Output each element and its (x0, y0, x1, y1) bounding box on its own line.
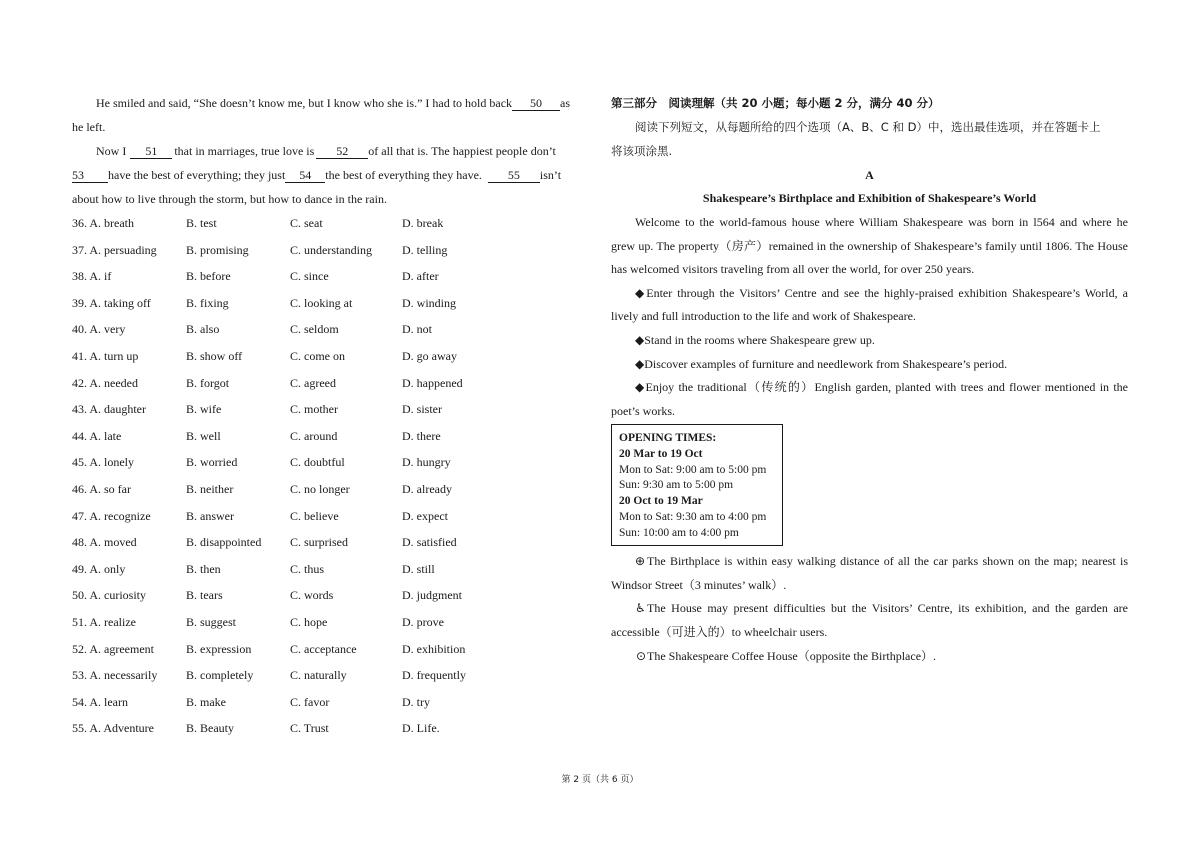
option-c: C. words (290, 588, 334, 603)
instructions-line-1: 阅读下列短文，从每题所给的四个选项（A、B、C 和 D）中，选出最佳选项，并在答题卡上 (635, 120, 1101, 134)
bullet-2: ◆Stand in the rooms where Shakespeare grew up. (635, 333, 875, 347)
option-c: C. thus (290, 561, 325, 576)
option-a: 43. A. daughter (72, 402, 146, 417)
option-d: D. break (402, 216, 444, 230)
option-c: C. favor (290, 694, 330, 709)
option-b: B. wife (186, 402, 222, 417)
passage-line-5: about how to live through the storm, but how to dance in the rain. (72, 192, 387, 206)
option-d: D. telling (402, 242, 448, 257)
option-c: C. come on (290, 349, 345, 363)
option-row (72, 588, 590, 602)
option-row (72, 429, 590, 443)
season-2-dates: 20 Oct to 19 Mar (619, 495, 703, 508)
option-b: B. fixing (186, 295, 229, 310)
option-row (72, 562, 590, 576)
option-a: 50. A. curiosity (72, 588, 146, 603)
intro-line-3: has welcomed visitors traveling from all over the world, for over 250 years. (611, 262, 975, 276)
option-b: B. promising (186, 242, 249, 257)
intro-line-1: Welcome to the world-famous house where William Shakespeare was born in l564 and where he (635, 215, 1128, 229)
option-row (72, 322, 590, 336)
parking-icon: ⊕ (635, 554, 646, 568)
option-c: C. mother (290, 402, 338, 417)
option-b: B. answer (186, 508, 234, 523)
passage-line-2: he left. (72, 120, 106, 134)
blank-50: 50 (512, 97, 560, 111)
option-row (72, 243, 590, 257)
opening-times-box (611, 424, 783, 546)
option-d: D. already (402, 482, 452, 496)
option-c: C. seldom (290, 322, 339, 337)
bullet-1-line-2: lively and full introduction to the life and work of Shakespeare. (611, 309, 916, 323)
option-b: B. test (186, 216, 217, 230)
season-2-sunday-hours: Sun: 10:00 am to 4:00 pm (619, 526, 739, 539)
option-c: C. naturally (290, 668, 347, 683)
blank-54: 54 (285, 169, 325, 183)
opening-times-heading: OPENING TIMES: (619, 432, 717, 444)
option-d: D. expect (402, 508, 448, 523)
passage-text: as (560, 96, 571, 110)
passage-text: have the best of everything; they just (108, 168, 286, 182)
season-2-weekday-hours: Mon to Sat: 9:30 am to 4:00 pm (619, 510, 767, 523)
season-1-dates: 20 Mar to 19 Oct (619, 447, 703, 460)
option-row (72, 642, 590, 656)
option-a: 36. A. breath (72, 216, 134, 230)
option-b: B. Beauty (186, 721, 234, 736)
option-a: 54. A. learn (72, 694, 128, 709)
note-text: The House may present difficulties but the Visitors’ Centre, its exhibition, and the garden are (647, 601, 1128, 615)
wheelchair-icon: ♿ (635, 601, 646, 615)
option-a: 52. A. agreement (72, 641, 154, 656)
option-a: 44. A. late (72, 428, 122, 443)
option-c: C. acceptance (290, 641, 357, 656)
option-b: B. well (186, 428, 221, 443)
season-1-sunday-hours: Sun: 9:30 am to 5:00 pm (619, 479, 734, 492)
passage-title: Shakespeare’s Birthplace and Exhibition of Shakespeare’s World (702, 191, 1037, 205)
option-d: D. after (402, 269, 439, 284)
bullet-4-line-2: poet’s works. (611, 404, 675, 418)
option-a: 37. A. persuading (72, 242, 157, 257)
option-row (72, 216, 590, 230)
note-1-line-2: Windsor Street（3 minutes’ walk）. (611, 578, 787, 592)
passage-text: the best of everything they have. (325, 168, 482, 182)
passage-text: isn’t (539, 168, 562, 182)
option-b: B. then (186, 561, 221, 576)
option-c: C. seat (290, 216, 323, 230)
note-2-line-2: accessible（可进入的）to wheelchair users. (611, 625, 828, 639)
note-3 (635, 649, 936, 663)
option-c: C. hope (290, 615, 328, 629)
option-a: 42. A. needed (72, 375, 138, 390)
option-a: 48. A. moved (72, 535, 137, 550)
option-a: 46. A. so far (72, 482, 131, 496)
option-c: C. no longer (290, 482, 350, 496)
option-d: D. try (402, 694, 430, 709)
season-1-weekday-hours: Mon to Sat: 9:00 am to 5:00 pm (619, 463, 767, 476)
option-a: 55. A. Adventure (72, 721, 154, 736)
passage-line-3 (96, 144, 556, 159)
option-b: B. forgot (186, 375, 230, 390)
option-b: B. disappointed (186, 535, 262, 550)
option-b: B. neither (186, 482, 234, 496)
option-d: D. sister (402, 402, 442, 417)
option-row (72, 402, 590, 416)
option-b: B. make (186, 694, 226, 709)
option-d: D. go away (402, 349, 457, 363)
option-c: C. believe (290, 508, 339, 523)
option-d: D. satisfied (402, 535, 457, 550)
passage-line-4 (72, 168, 561, 183)
option-c: C. Trust (290, 721, 329, 736)
option-row (72, 296, 590, 310)
option-row (72, 509, 590, 523)
option-row (72, 349, 590, 363)
option-c: C. understanding (290, 242, 372, 257)
blank-53: 53 (72, 169, 108, 183)
passage-text: that in marriages, true love is (174, 144, 315, 158)
option-a: 41. A. turn up (72, 349, 139, 363)
intro-line-2: grew up. The property（房产）remained in the ownership of Shakespeare’s family until 1806. The House (611, 239, 1128, 253)
option-b: B. suggest (186, 615, 237, 629)
option-row (72, 269, 590, 283)
option-c: C. agreed (290, 375, 336, 390)
passage-letter: A (865, 168, 874, 182)
option-a: 39. A. taking off (72, 295, 151, 310)
option-a: 45. A. lonely (72, 455, 134, 470)
option-a: 38. A. if (72, 269, 112, 284)
option-d: D. judgment (402, 588, 462, 603)
bullet-3: ◆Discover examples of furniture and needlework from Shakespeare’s period. (635, 357, 1008, 371)
option-b: B. completely (186, 668, 254, 683)
option-row (72, 376, 590, 390)
note-text: The Birthplace is within easy walking distance of all the car parks shown on the map; nearest is (647, 554, 1128, 568)
option-d: D. Life. (402, 721, 440, 736)
option-c: C. doubtful (290, 455, 345, 470)
option-a: 53. A. necessarily (72, 668, 158, 683)
coffee-icon: ⊙ (635, 649, 647, 663)
option-row (72, 721, 590, 735)
note-2-line-1 (635, 601, 1128, 615)
option-d: D. there (402, 428, 441, 443)
option-d: D. hungry (402, 455, 451, 470)
option-b: B. before (186, 269, 231, 284)
instructions-line-2: 将该项涂黑. (611, 144, 673, 158)
option-b: B. expression (186, 641, 252, 656)
blank-51: 51 (130, 145, 172, 159)
bullet-4-line-1: ◆Enjoy the traditional（传统的）English garden, planted with trees and flower mentioned in the (635, 380, 1128, 394)
passage-text: of all that is. The happiest people don’t (368, 144, 556, 158)
section-title: 第三部分 阅读理解（共 20 小题；每小题 2 分，满分 40 分） (611, 96, 940, 110)
passage-line-1 (96, 96, 570, 111)
option-c: C. since (290, 269, 329, 284)
option-b: B. worried (186, 455, 238, 470)
option-row (72, 695, 590, 709)
option-d: D. winding (402, 295, 456, 310)
option-d: D. frequently (402, 668, 466, 683)
blank-55: 55 (488, 169, 540, 183)
option-a: 51. A. realize (72, 615, 136, 629)
option-row (72, 482, 590, 496)
option-row (72, 455, 590, 469)
note-text: The Shakespeare Coffee House（opposite the Birthplace）. (647, 649, 937, 663)
option-row (72, 535, 590, 549)
option-a: 49. A. only (72, 561, 126, 576)
option-d: D. exhibition (402, 641, 466, 656)
note-1-line-1 (635, 554, 1128, 568)
option-d: D. not (402, 322, 432, 337)
page-footer: 第 2 页（共 6 页） (561, 775, 639, 785)
option-b: B. tears (186, 588, 223, 603)
option-a: 40. A. very (72, 322, 126, 337)
bullet-1-line-1: ◆Enter through the Visitors’ Centre and see the highly-praised exhibition Shakespeare’s World, a (635, 286, 1128, 300)
option-d: D. still (402, 561, 435, 576)
blank-52: 52 (316, 145, 368, 159)
option-a: 47. A. recognize (72, 508, 151, 523)
option-c: C. around (290, 428, 338, 443)
option-c: C. surprised (290, 535, 348, 550)
passage-text: He smiled and said, “She doesn’t know me, but I know who she is.” I had to hold back (96, 96, 513, 110)
option-c: C. looking at (290, 295, 353, 310)
option-row (72, 668, 590, 682)
option-d: D. prove (402, 615, 444, 629)
passage-text: Now I (96, 144, 127, 158)
option-b: B. also (186, 322, 220, 337)
option-row (72, 615, 590, 629)
option-b: B. show off (186, 349, 243, 363)
option-d: D. happened (402, 375, 463, 390)
